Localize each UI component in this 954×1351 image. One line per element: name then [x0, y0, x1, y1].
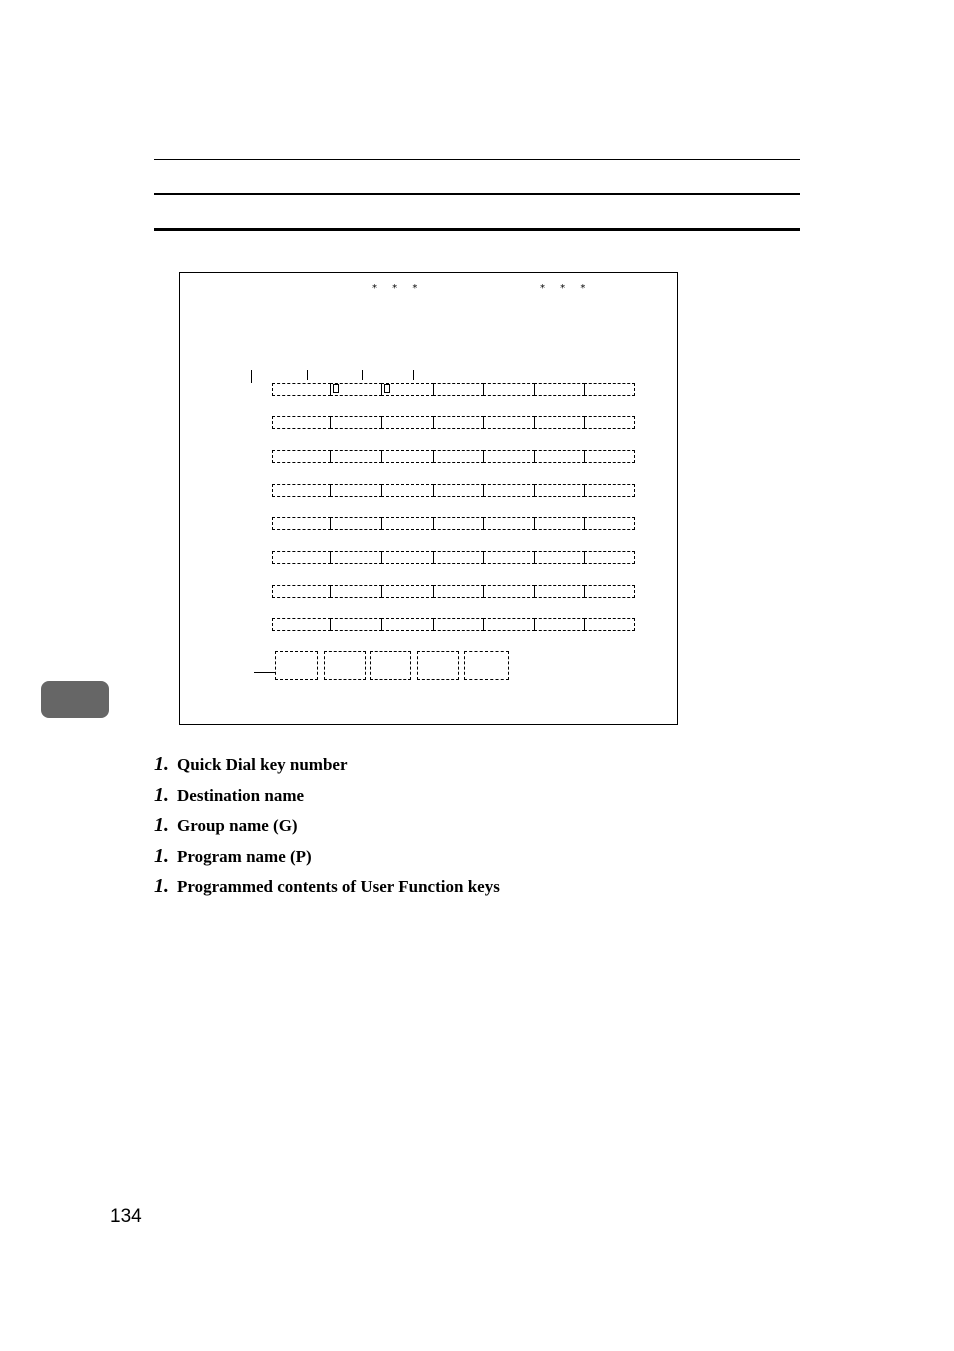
legend-number: 1.: [154, 844, 169, 867]
grid-cell: [483, 450, 535, 463]
page-number: 134: [110, 1206, 142, 1227]
grid-cell: [534, 585, 585, 598]
grid-cell: [483, 416, 535, 429]
grid-cell: [330, 450, 382, 463]
callout-tick-4: [413, 370, 414, 380]
grid-cell: [330, 618, 382, 631]
legend-item: [154, 845, 500, 876]
grid-cell: [433, 416, 484, 429]
grid-row: [272, 484, 634, 497]
grid-cell: [433, 484, 484, 497]
legend-number: 1.: [154, 814, 169, 836]
legend-text: Quick Dial key number: [177, 755, 348, 774]
legend-text: Program name (P): [177, 846, 312, 866]
legend-item: [154, 784, 500, 815]
legend-number: 1.: [154, 753, 169, 775]
grid-cell: [483, 551, 535, 564]
grid-cell: [584, 585, 635, 598]
legend-number: 1.: [154, 875, 169, 897]
entry-marker: [384, 384, 390, 393]
grid-cell: [381, 618, 434, 631]
user-function-key-1: [275, 651, 318, 680]
grid-cell: [330, 585, 382, 598]
grid-cell: [483, 585, 535, 598]
grid-row: [272, 450, 634, 463]
grid-cell: [330, 517, 382, 530]
user-function-key-2: [324, 651, 366, 680]
callout-tick-2: [307, 370, 308, 380]
grid-cell: [584, 484, 635, 497]
grid-cell: [584, 517, 635, 530]
grid-cell: [433, 551, 484, 564]
grid-cell: [584, 450, 635, 463]
grid-cell: [483, 618, 535, 631]
grid-cell: [433, 585, 484, 598]
grid-cell: [381, 450, 434, 463]
grid-cell: [534, 517, 585, 530]
grid-row: [272, 551, 634, 564]
header-stars-right: * * *: [540, 283, 592, 294]
grid-cell: [534, 383, 585, 396]
user-function-key-3: [370, 651, 411, 680]
figure-legend: [154, 753, 500, 906]
grid-cell: [381, 551, 434, 564]
grid-cell: [272, 450, 331, 463]
grid-cell: [433, 450, 484, 463]
grid-row: [272, 585, 634, 598]
grid-cell: [483, 383, 535, 396]
grid-cell: [534, 551, 585, 564]
legend-text: Programmed contents of User Function keys: [177, 877, 500, 896]
grid-cell: [584, 551, 635, 564]
grid-cell: [433, 618, 484, 631]
callout-tick-3: [362, 370, 363, 380]
section-rule: [154, 193, 800, 195]
grid-cell: [330, 484, 382, 497]
legend-item: [154, 814, 500, 845]
grid-cell: [584, 383, 635, 396]
grid-cell: [330, 551, 382, 564]
grid-cell: [381, 517, 434, 530]
entry-marker: [333, 384, 339, 393]
heading-rule: [154, 228, 800, 231]
legend-item: [154, 875, 500, 906]
grid-row: [272, 416, 634, 429]
top-rule: [154, 159, 800, 160]
grid-cell: [272, 383, 331, 396]
function-keys-leader: [254, 672, 275, 673]
grid-cell: [584, 416, 635, 429]
legend-text: Destination name: [177, 785, 305, 805]
legend-text: Group name (G): [177, 816, 298, 835]
grid-cell: [534, 416, 585, 429]
grid-cell: [272, 416, 331, 429]
grid-cell: [272, 551, 331, 564]
grid-cell: [381, 585, 434, 598]
grid-row: [272, 383, 634, 396]
grid-cell: [534, 618, 585, 631]
header-stars-left: * * *: [372, 283, 424, 294]
grid-row: [272, 517, 634, 530]
callout-tick-1: [251, 370, 252, 383]
grid-cell: [483, 517, 535, 530]
user-function-key-5: [464, 651, 509, 680]
grid-cell: [584, 618, 635, 631]
grid-cell: [433, 383, 484, 396]
grid-cell: [483, 484, 535, 497]
chapter-tab: [41, 681, 109, 718]
quick-dial-list-figure: [179, 272, 678, 725]
grid-cell: [272, 618, 331, 631]
grid-cell: [534, 450, 585, 463]
grid-cell: [272, 484, 331, 497]
legend-number: 1.: [154, 783, 169, 806]
user-function-key-4: [417, 651, 459, 680]
grid-cell: [272, 517, 331, 530]
grid-cell: [330, 416, 382, 429]
grid-row: [272, 618, 634, 631]
grid-cell: [381, 484, 434, 497]
grid-cell: [534, 484, 585, 497]
grid-cell: [381, 416, 434, 429]
legend-item: [154, 753, 500, 784]
grid-cell: [433, 517, 484, 530]
grid-cell: [272, 585, 331, 598]
